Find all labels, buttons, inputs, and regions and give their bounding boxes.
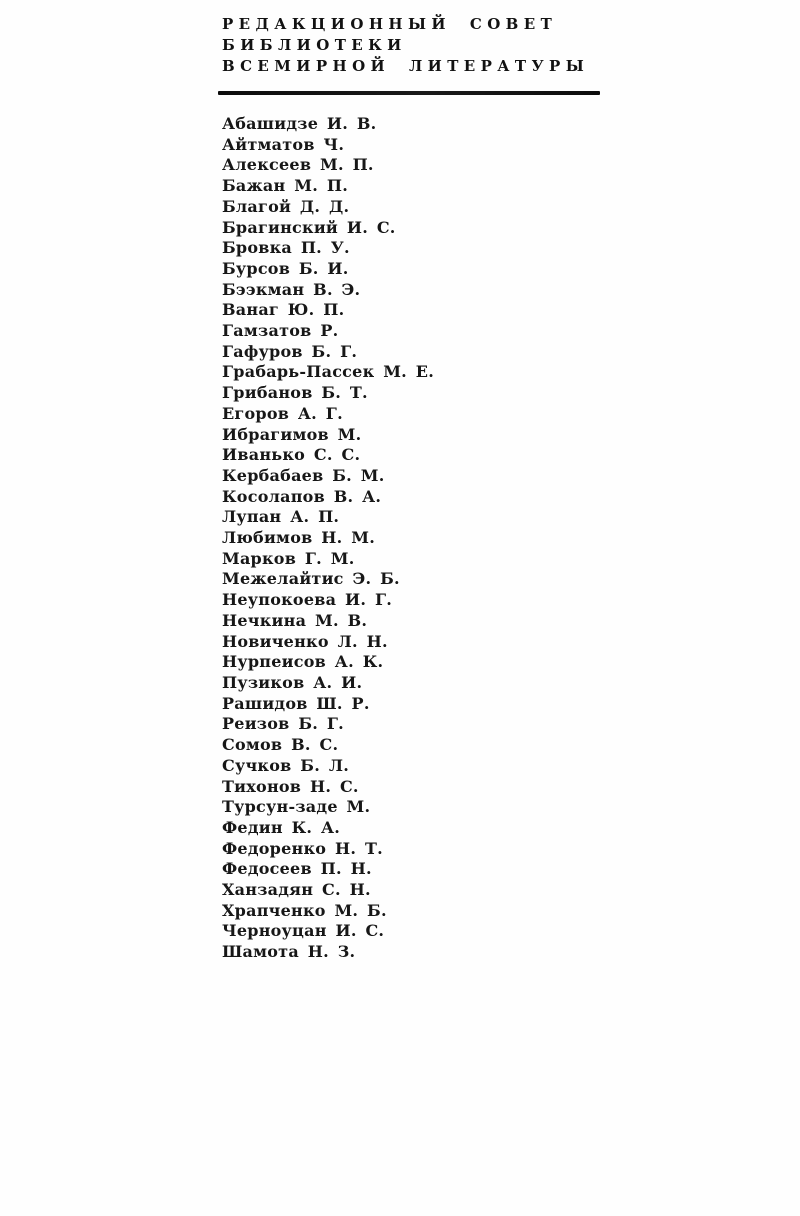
list-item: Сучков Б. Л. bbox=[222, 755, 350, 775]
list-item: Благой Д. Д. bbox=[222, 196, 350, 216]
list-item: Ванаг Ю. П. bbox=[222, 300, 345, 320]
list-item: Сомов В. С. bbox=[222, 735, 339, 755]
heading-line-3: ВСЕМИРНОЙ ЛИТЕРАТУРЫ bbox=[222, 57, 590, 75]
list-item: Шамота Н. З. bbox=[222, 942, 356, 962]
list-item: Грабарь-Пассек М. Е. bbox=[222, 362, 435, 382]
list-item: Бурсов Б. И. bbox=[222, 258, 349, 278]
list-item: Федин К. А. bbox=[222, 817, 341, 837]
list-item: Федоренко Н. Т. bbox=[222, 838, 383, 858]
list-item: Бээкман В. Э. bbox=[222, 279, 361, 299]
list-item: Черноуцан И. С. bbox=[222, 921, 385, 941]
list-item: Нурпеисов А. К. bbox=[222, 652, 384, 672]
members-list bbox=[222, 114, 642, 963]
list-item: Иванько С. С. bbox=[222, 445, 361, 465]
list-item: Тихонов Н. С. bbox=[222, 776, 359, 796]
list-item: Айтматов Ч. bbox=[222, 134, 345, 154]
list-item: Нечкина М. В. bbox=[222, 610, 368, 630]
list-item: Лупан А. П. bbox=[222, 507, 340, 527]
list-item: Брагинский И. С. bbox=[222, 217, 396, 237]
list-item: Турсун-заде М. bbox=[222, 797, 371, 817]
list-item: Абашидзе И. В. bbox=[222, 114, 377, 133]
divider-rule bbox=[218, 91, 600, 95]
list-item: Новиченко Л. Н. bbox=[222, 631, 388, 651]
list-item: Бровка П. У. bbox=[222, 238, 350, 258]
list-item: Косолапов В. А. bbox=[222, 486, 382, 506]
list-item: Кербабаев Б. М. bbox=[222, 465, 385, 485]
list-item: Пузиков А. И. bbox=[222, 672, 363, 692]
list-item: Ибрагимов М. bbox=[222, 424, 362, 444]
list-item: Алексеев М. П. bbox=[222, 155, 374, 175]
list-item: Реизов Б. Г. bbox=[222, 714, 344, 734]
list-item: Рашидов Ш. Р. bbox=[222, 693, 370, 713]
list-item: Грибанов Б. Т. bbox=[222, 383, 368, 403]
heading-line-1: РЕДАКЦИОННЫЙ СОВЕТ bbox=[222, 15, 558, 33]
list-item: Федосеев П. Н. bbox=[222, 859, 372, 879]
editorial-board-heading bbox=[222, 14, 642, 77]
list-item: Егоров А. Г. bbox=[222, 403, 343, 423]
list-item: Гафуров Б. Г. bbox=[222, 341, 358, 361]
list-item: Гамзатов Р. bbox=[222, 321, 339, 341]
page-content bbox=[222, 14, 642, 963]
list-item: Неупокоева И. Г. bbox=[222, 590, 393, 610]
list-item: Марков Г. М. bbox=[222, 548, 355, 568]
list-item: Храпченко М. Б. bbox=[222, 900, 387, 920]
list-item: Любимов Н. М. bbox=[222, 528, 376, 548]
list-item: Бажан М. П. bbox=[222, 176, 349, 196]
list-item: Межелайтис Э. Б. bbox=[222, 569, 400, 589]
list-item: Ханзадян С. Н. bbox=[222, 880, 371, 900]
heading-line-2: БИБЛИОТЕКИ bbox=[222, 36, 407, 54]
